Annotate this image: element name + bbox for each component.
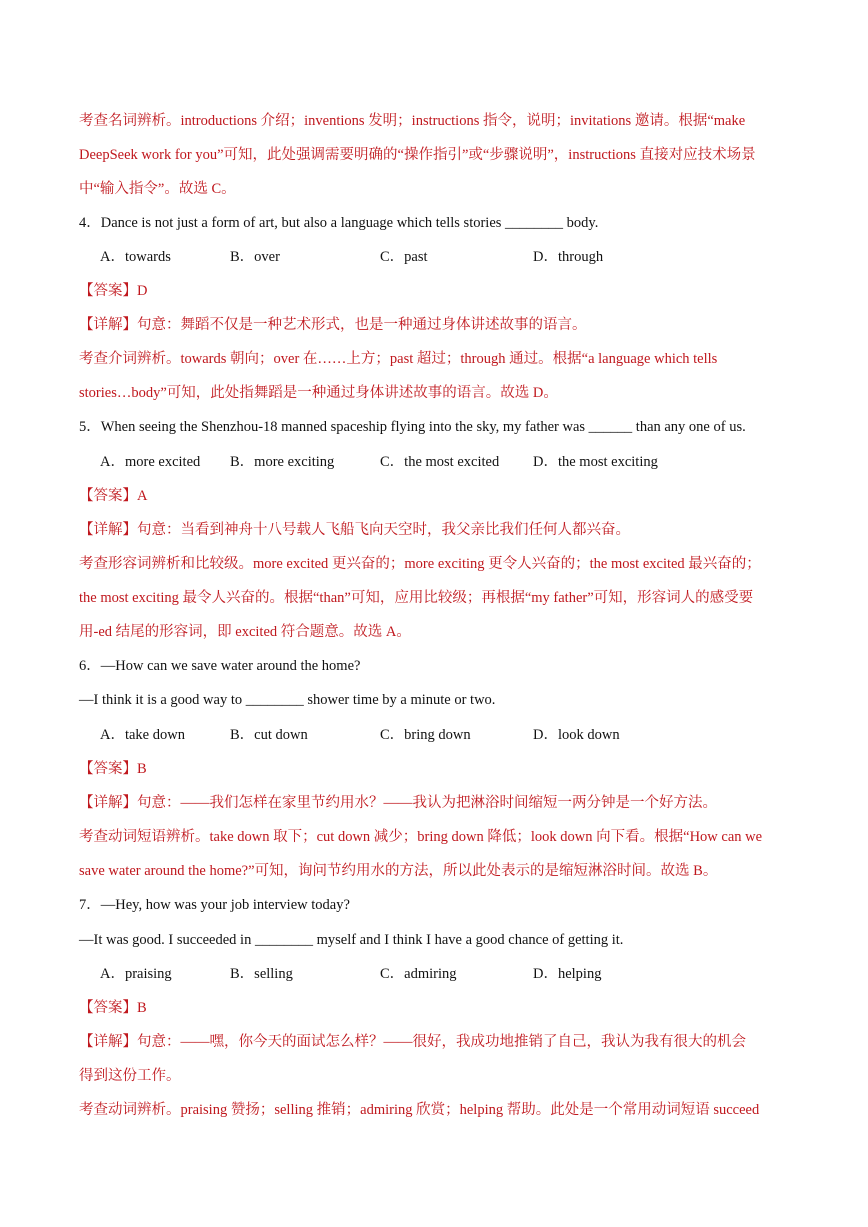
q3-explanation-line-2: DeepSeek work for you”可知，此处强调需要明确的“操作指引”或“步骤说明”，instructions 直接对应技术场景 xyxy=(79,147,756,163)
q7-explanation-line-1: 考查动词辨析。praising 赞扬；selling 推销；admiring 欣赏；helping 帮助。此处是一个常用动词短语 succeed xyxy=(79,1102,760,1118)
q5-option-a: A．more excited xyxy=(100,454,201,470)
q3-explanation-line-3: 中“输入指令”。故选 C。 xyxy=(79,181,236,197)
q7-option-c: C．admiring xyxy=(380,966,457,982)
q7-option-d: D．helping xyxy=(533,966,602,982)
q6-option-c: C．bring down xyxy=(380,727,471,743)
q5-detail: 【详解】句意：当看到神舟十八号载人飞船飞向天空时，我父亲比我们任何人都兴奋。 xyxy=(79,522,630,538)
q4-option-d: D．through xyxy=(533,249,604,265)
q5-option-b: B．more exciting xyxy=(230,454,335,470)
q6-stem-line-2: —I think it is a good way to ________ shower time by a minute or two. xyxy=(79,692,496,708)
q7-option-a: A．praising xyxy=(100,966,172,982)
q4-detail: 【详解】句意：舞蹈不仅是一种艺术形式，也是一种通过身体讲述故事的语言。 xyxy=(79,317,587,333)
q5-stem: 5．When seeing the Shenzhou-18 manned spaceship flying into the sky, my father was ______ than any one of us. xyxy=(79,419,746,435)
q7-stem-line-2: —It was good. I succeeded in ________ myself and I think I have a good chance of getting it. xyxy=(79,932,624,948)
q4-option-c: C．past xyxy=(380,249,428,265)
q7-detail-line-2: 得到这份工作。 xyxy=(79,1068,181,1084)
q6-explanation-line-2: save water around the home?”可知，询问节约用水的方法，所以此处表示的是缩短淋浴时间。故选 B。 xyxy=(79,863,718,879)
q6-option-d: D．look down xyxy=(533,727,620,743)
q7-option-b: B．selling xyxy=(230,966,293,982)
q6-detail: 【详解】句意：——我们怎样在家里节约用水？——我认为把淋浴时间缩短一两分钟是一个好方法。 xyxy=(79,795,717,811)
q5-explanation-line-2: the most exciting 最令人兴奋的。根据“than”可知，应用比较级；再根据“my father”可知，形容词人的感受要 xyxy=(79,590,754,606)
q6-option-b: B．cut down xyxy=(230,727,308,743)
q4-option-b: B．over xyxy=(230,249,280,265)
q5-explanation-line-3: 用-ed 结尾的形容词，即 excited 符合题意。故选 A。 xyxy=(79,624,411,640)
q6-explanation-line-1: 考查动词短语辨析。take down 取下；cut down 减少；bring down 降低；look down 向下看。根据“How can we xyxy=(79,829,763,845)
q4-explanation-line-2: stories…body”可知，此处指舞蹈是一种通过身体讲述故事的语言。故选 D。 xyxy=(79,385,558,401)
q4-option-a: A．towards xyxy=(100,249,171,265)
q7-stem-line-1: 7．—Hey, how was your job interview today? xyxy=(79,897,350,913)
q6-option-a: A．take down xyxy=(100,727,185,743)
q7-detail-line-1: 【详解】句意：——嘿，你今天的面试怎么样？——很好，我成功地推销了自己，我认为我有很大的机会 xyxy=(79,1034,746,1050)
q5-explanation-line-1: 考查形容词辨析和比较级。more excited 更兴奋的；more exciting 更令人兴奋的；the most excited 最兴奋的； xyxy=(79,556,761,572)
q5-answer: 【答案】A xyxy=(79,488,148,504)
q5-option-c: C．the most excited xyxy=(380,454,500,470)
q6-answer: 【答案】B xyxy=(79,761,147,777)
q5-option-d: D．the most exciting xyxy=(533,454,658,470)
q4-stem: 4．Dance is not just a form of art, but also a language which tells stories ________ body. xyxy=(79,215,599,231)
q6-stem-line-1: 6．—How can we save water around the home? xyxy=(79,658,361,674)
q3-explanation-line-1: 考查名词辨析。introductions 介绍；inventions 发明；instructions 指令，说明；invitations 邀请。根据“make xyxy=(79,113,746,129)
q4-explanation-line-1: 考查介词辨析。towards 朝向；over 在……上方；past 超过；through 通过。根据“a language which tells xyxy=(79,351,718,367)
q7-answer: 【答案】B xyxy=(79,1000,147,1016)
q4-answer: 【答案】D xyxy=(79,283,148,299)
